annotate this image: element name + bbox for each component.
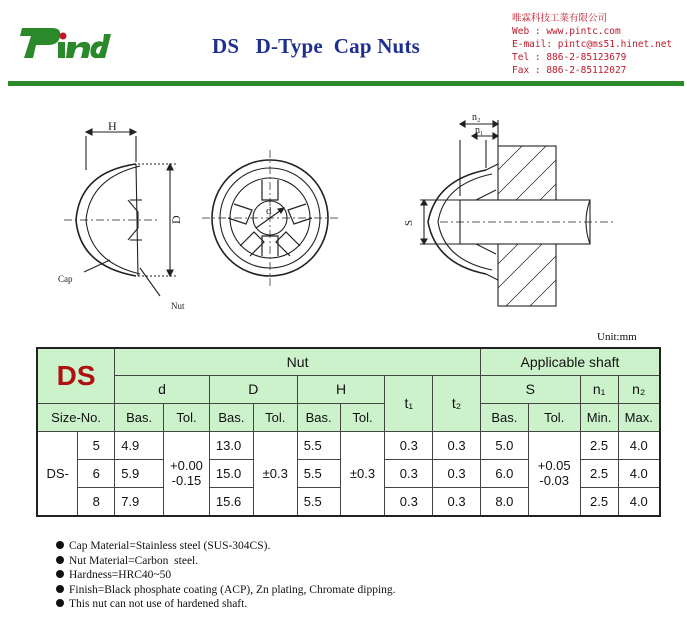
n1-cell: 2.5 [580, 460, 618, 488]
label-s: S [403, 219, 415, 226]
D-bas-header: Bas. [209, 403, 253, 431]
list-item [56, 583, 396, 598]
shaft-header: Applicable shaft [480, 348, 660, 375]
ds-header [37, 348, 115, 403]
t2-cell: 0.3 [433, 460, 481, 488]
front-view [202, 150, 338, 286]
list-item [56, 539, 396, 554]
D-header: D [209, 375, 297, 403]
H-cell: 5.5 [297, 460, 340, 488]
notes-list [56, 539, 396, 612]
fax-text: Fax : 886-2-85112027 [512, 65, 627, 76]
pindo-logo [18, 22, 114, 64]
size-cell: 6 [78, 460, 115, 488]
tel-text: Tel : 886-2-85123679 [512, 52, 627, 63]
t2-header: t₂ [433, 375, 481, 431]
page-title: DS D-Type Cap Nuts [212, 34, 421, 58]
note-text: Cap Material=Stainless steel (SUS-304CS). [69, 540, 271, 552]
email-text: E-mail: pintc@ms51.hinet.net [512, 39, 673, 50]
d-tol-cell: +0.00 -0.15 [164, 431, 210, 516]
D-cell: 15.6 [209, 488, 253, 516]
n2-cell: 4.0 [618, 460, 660, 488]
bullet-icon [56, 541, 64, 549]
side-view [64, 129, 176, 296]
n1-cell: 2.5 [580, 488, 618, 516]
list-item [56, 597, 396, 612]
technical-drawing [40, 100, 660, 330]
label-h: H [108, 119, 117, 133]
H-header: H [297, 375, 385, 403]
bullet-icon [56, 599, 64, 607]
installed-view [420, 120, 614, 306]
note-text: Hardness=HRC40~50 [69, 569, 172, 582]
bullet-icon [56, 556, 64, 564]
note-text: Finish=Black phosphate coating (ACP), Zn plating, Chromate dipping. [69, 583, 396, 596]
label-n1: n₁ [475, 125, 484, 136]
label-n2: n₂ [472, 112, 481, 123]
S-cell: 6.0 [480, 460, 528, 488]
H-tol-cell: ±0.3 [340, 431, 385, 516]
list-item [56, 554, 396, 569]
note-text: This nut can not use of hardened shaft. [69, 598, 248, 611]
H-cell: 5.5 [297, 431, 340, 459]
t2-cell: 0.3 [433, 431, 481, 459]
t1-cell: 0.3 [385, 431, 433, 459]
H-tol-header: Tol. [340, 403, 385, 431]
S-bas-header: Bas. [480, 403, 528, 431]
S-tol-cell: +0.05 -0.03 [528, 431, 580, 516]
n2-cell: 4.0 [618, 431, 660, 459]
size-cell: 8 [78, 488, 115, 516]
n2-cell: 4.0 [618, 488, 660, 516]
D-cell: 15.0 [209, 460, 253, 488]
d-cell: 7.9 [115, 488, 164, 516]
nut-header: Nut [115, 348, 481, 375]
d-tol-header: Tol. [164, 403, 210, 431]
S-cell: 5.0 [480, 431, 528, 459]
unit-label: Unit:mm [597, 331, 637, 343]
D-cell: 13.0 [209, 431, 253, 459]
bullet-icon [56, 585, 64, 593]
min-header: Min. [580, 403, 618, 431]
d-cell: 4.9 [115, 431, 164, 459]
t2-cell: 0.3 [433, 488, 481, 516]
D-tol-header: Tol. [253, 403, 297, 431]
S-cell: 8.0 [480, 488, 528, 516]
note-text: Nut Material=Carbon steel. [69, 554, 199, 567]
H-cell: 5.5 [297, 488, 340, 516]
spec-table [36, 347, 661, 517]
max-header: Max. [618, 403, 660, 431]
label-cap: Cap [58, 274, 73, 284]
n1-cell: 2.5 [580, 431, 618, 459]
prefix-cell: DS- [37, 431, 78, 516]
list-item [56, 568, 396, 583]
label-d: d [266, 205, 272, 217]
size-no-header: Size-No. [37, 403, 115, 431]
H-bas-header: Bas. [297, 403, 340, 431]
label-D: D [169, 215, 183, 224]
bullet-icon [56, 570, 64, 578]
t1-header: t₁ [385, 375, 433, 431]
ds-label: DS [56, 359, 96, 391]
website-text: Web : www.pintc.com [512, 26, 621, 37]
n2-header: n₂ [618, 375, 660, 403]
header-divider [8, 81, 684, 86]
contact-block [512, 12, 672, 77]
company-name: 唯霖科技工業有限公司 [512, 13, 608, 24]
d-bas-header: Bas. [115, 403, 164, 431]
label-nut: Nut [171, 301, 185, 311]
size-cell: 5 [78, 431, 115, 459]
n1-header: n₁ [580, 375, 618, 403]
d-cell: 5.9 [115, 460, 164, 488]
S-tol-header: Tol. [528, 403, 580, 431]
t1-cell: 0.3 [385, 488, 433, 516]
d-header: d [115, 375, 210, 403]
t1-cell: 0.3 [385, 460, 433, 488]
table-row [37, 431, 660, 459]
D-tol-cell: ±0.3 [253, 431, 297, 516]
S-header: S [480, 375, 580, 403]
